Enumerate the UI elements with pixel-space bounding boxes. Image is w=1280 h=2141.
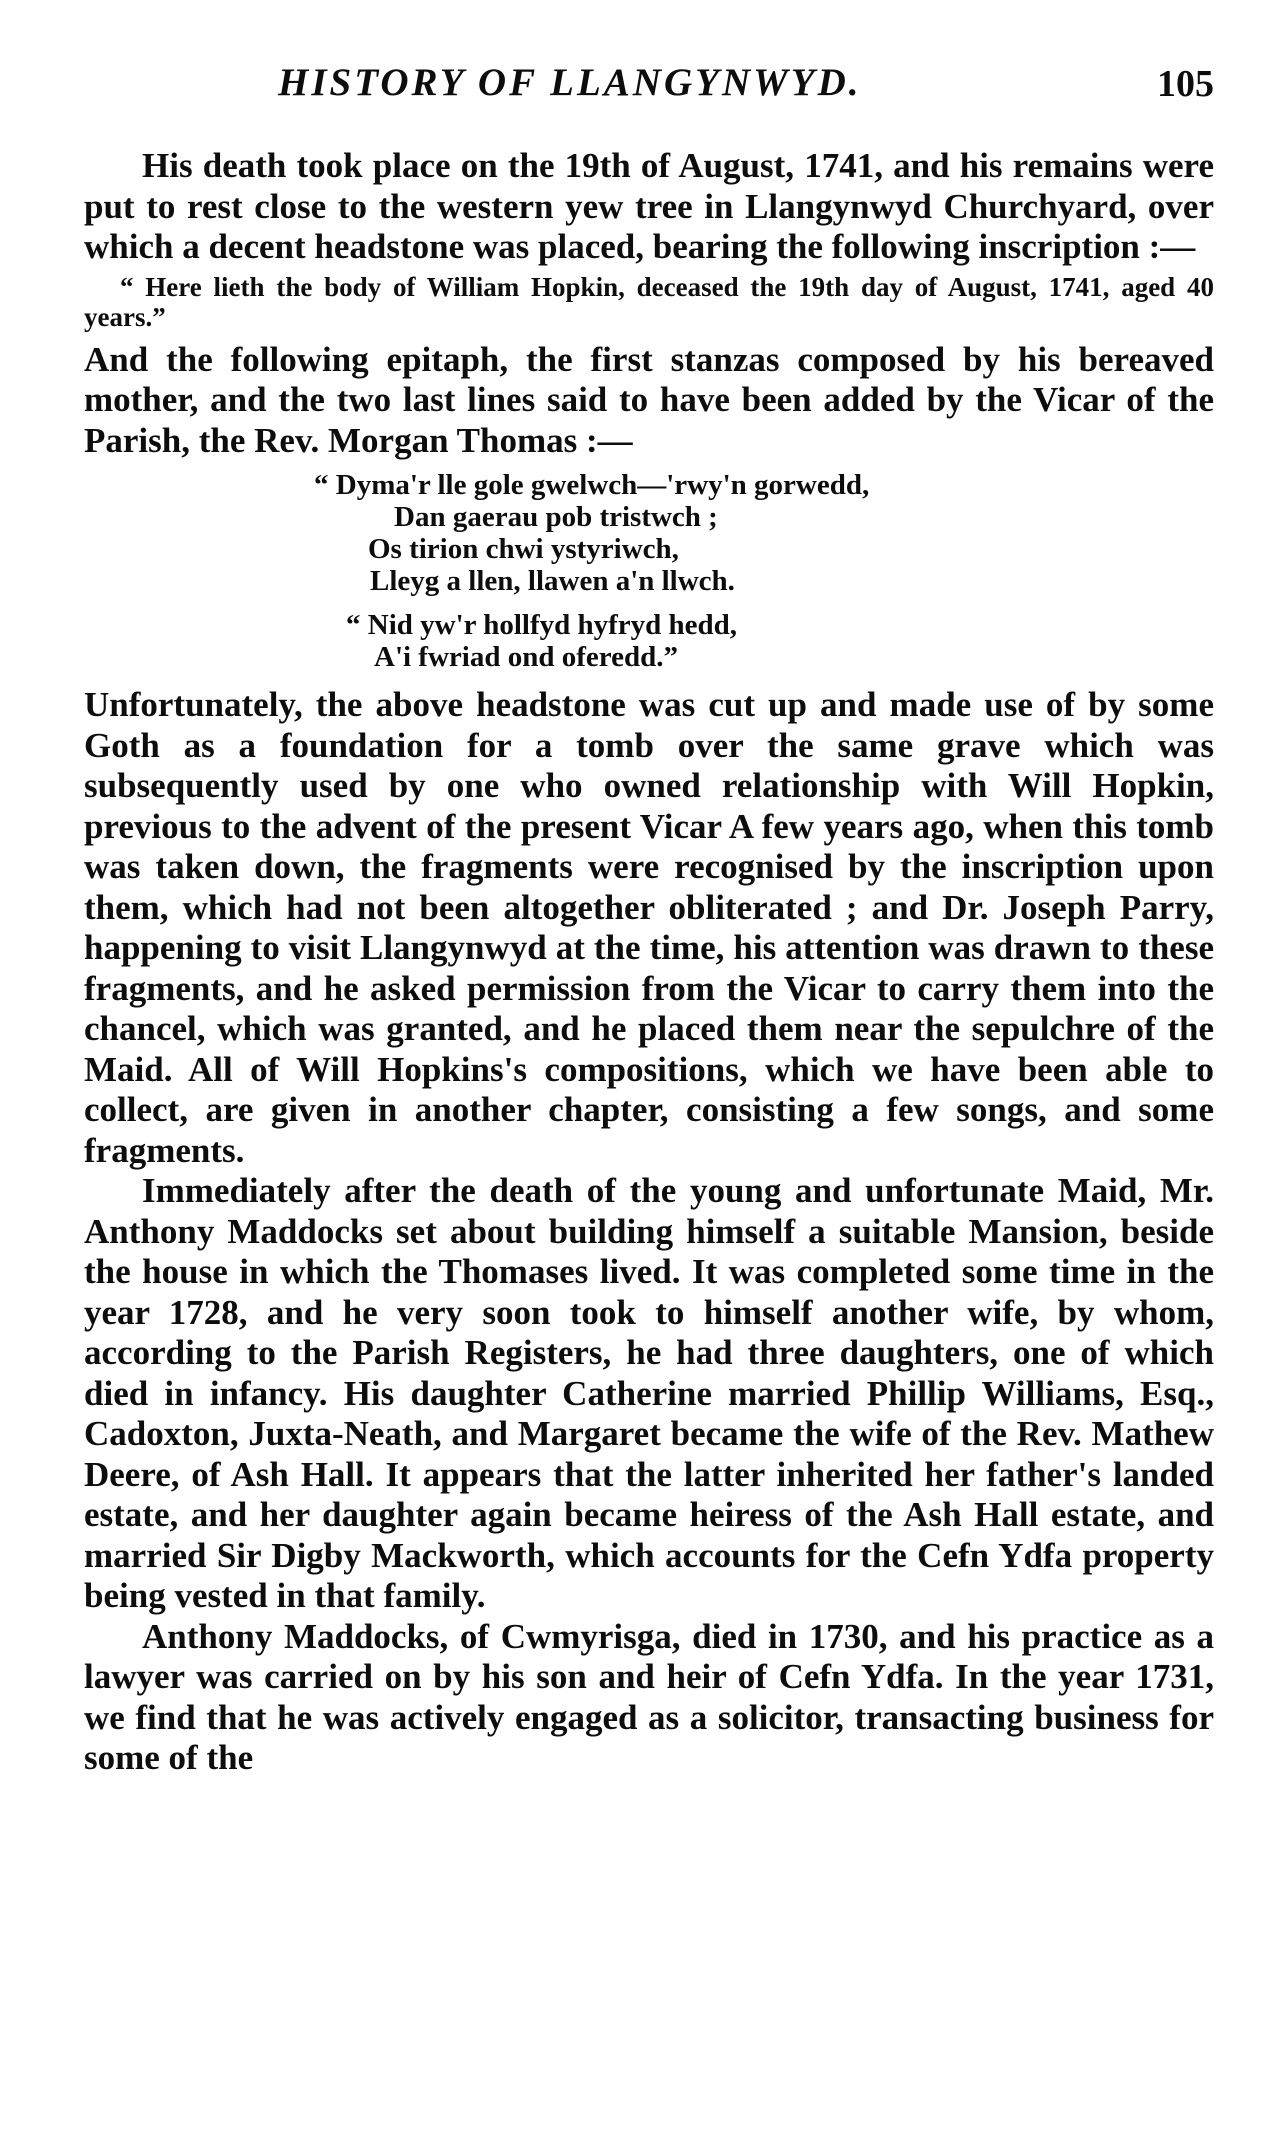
paragraph-headstone-fate: Unfortunately, the above headstone was cut up and made use of by some Goth as a foundation for a tomb over the same grave which was subsequently used by one who owned relationship with Will Hopkin, previous to the advent of the present Vicar A few years ago, when this tomb was taken down, the fragments were recognised by the inscription upon them, which had not been altogether obliterated ; and Dr. Joseph Parry, happening to visit Llangynwyd at the time, his attention was drawn to these fragments, and he asked permission from the Vicar to carry them into the chancel, which was granted, and he placed them near the sepulchre of the Maid. All of Will Hopkins's compositions, which we have been able to collect, are given in another chapter, consisting a few songs, and some fragments. xyxy=(84,685,1214,1170)
paragraph-maddocks-mansion: Immediately after the death of the young and unfortunate Maid, Mr. Anthony Maddocks set about building himself a suitable Mansion, beside the house in which the Thomases lived. It was completed some time in the year 1728, and he very soon took to himself another wife, by whom, according to the Parish Registers, he had three daughters, one of which died in infancy. His daughter Catherine married Phillip Williams, Esq., Cadoxton, Juxta-Neath, and Margaret became the wife of the Rev. Mathew Deere, of Ash Hall. It appears that the latter inherited her father's landed estate, and her daughter again became heiress of the Ash Hall estate, and married Sir Digby Mackworth, which accounts for the Cefn Ydfa property being vested in that family. xyxy=(84,1171,1214,1615)
epitaph-stanza-2 xyxy=(314,609,1214,673)
epitaph-line: Dan gaerau pob tristwch ; xyxy=(394,501,718,533)
paragraph-epitaph-intro: And the following epitaph, the first stanzas composed by his bereaved mother, and the two last lines said to have been added by the Vicar of the Parish, the Rev. Morgan Thomas :— xyxy=(84,339,1214,460)
epitaph-line: Os tirion chwi ystyriwch, xyxy=(368,533,679,565)
paragraph-maddocks-death: Anthony Maddocks, of Cwmyrisga, died in 1730, and his practice as a lawyer was carried on by his son and heir of Cefn Ydfa. In the year 1731, we find that he was actively engaged as a solicitor, transacting business for some of the xyxy=(84,1616,1214,1777)
epitaph-line: “ Nid yw'r hollfyd hyfryd hedd, xyxy=(346,609,738,641)
body-text xyxy=(84,146,1214,1779)
epitaph-stanza-1 xyxy=(314,469,1214,597)
headstone-inscription: “ Here lieth the body of William Hopkin, deceased the 19th day of August, 1741, aged 40 years.” xyxy=(84,271,1214,332)
epitaph-line: “ Dyma'r lle gole gwelwch—'rwy'n gorwedd, xyxy=(314,469,870,501)
book-page xyxy=(84,60,1214,1779)
epitaph-line: Lleyg a llen, llawen a'n llwch. xyxy=(370,565,735,597)
page-header xyxy=(84,60,1214,112)
page-number: 105 xyxy=(1157,63,1214,105)
paragraph-death: His death took place on the 19th of August, 1741, and his remains were put to rest close to the western yew tree in Llangynwyd Churchyard, over which a decent headstone was placed, bearing the following inscription :— xyxy=(84,146,1214,266)
epitaph-line: A'i fwriad ond oferedd.” xyxy=(374,641,678,673)
running-title: HISTORY OF LLANGYNWYD. xyxy=(278,61,862,104)
